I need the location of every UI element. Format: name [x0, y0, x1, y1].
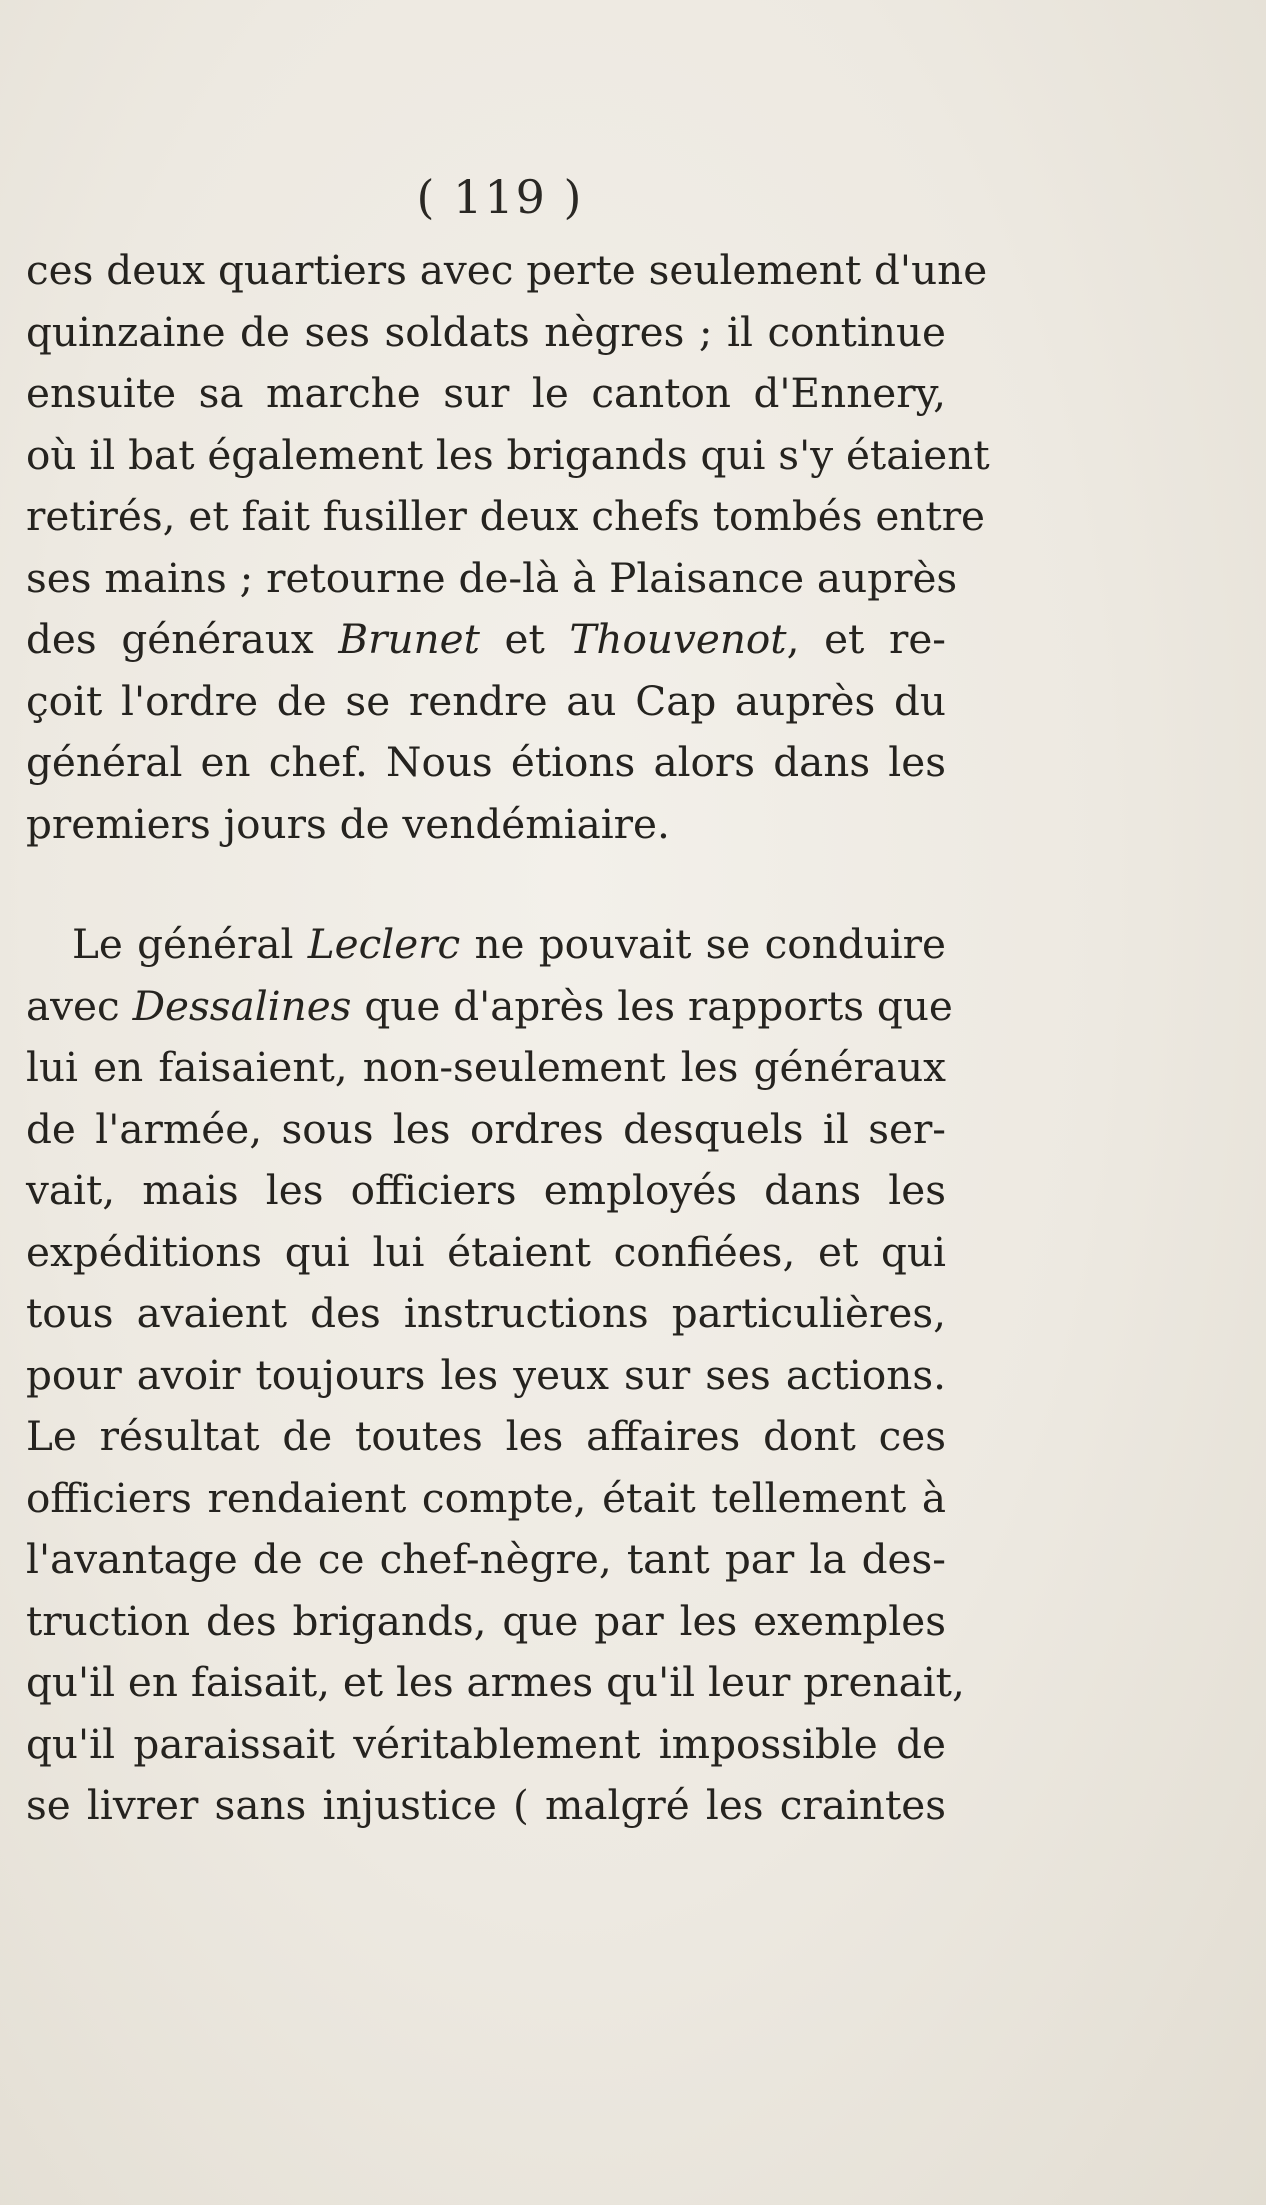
text-line: ses mains ; retourne de-là à Plaisance auprès: [26, 553, 958, 602]
text-line: qu'il en faisait, et les armes qu'il leur prenait,: [26, 1658, 965, 1706]
text-line: l'avantage de ce chef-nègre, tant par la des-: [26, 1535, 946, 1583]
italic-name: Leclerc: [307, 920, 461, 968]
text-segment: , et re-: [786, 615, 946, 663]
text-line: [26, 609, 946, 671]
text-line: [26, 914, 946, 976]
text-line: général en chef. Nous étions alors dans les: [26, 738, 946, 786]
text-line: truction des brigands, que par les exemples: [26, 1596, 946, 1645]
text-segment: ne pouvait se conduire: [460, 920, 947, 968]
text-line: tous avaient des instructions particulières,: [26, 1289, 946, 1337]
text-line: vait, mais les officiers employés dans les: [26, 1166, 946, 1214]
page-number: ( 119 ): [416, 170, 584, 224]
text-line: pour avoir toujours les yeux sur ses actions.: [26, 1350, 946, 1399]
text-segment: que d'après les rapports que: [351, 981, 953, 1030]
text-line: expéditions qui lui étaient confiées, et qui: [26, 1227, 946, 1276]
text-line: çoit l'ordre de se rendre au Cap auprès du: [26, 676, 946, 725]
text-line: Le résultat de toutes les affaires dont ces: [26, 1412, 946, 1460]
italic-name: Brunet: [338, 615, 480, 663]
text-line: où il bat également les brigands qui s'y étaient: [26, 430, 990, 479]
paragraph-gap: [26, 855, 946, 914]
text-line: qu'il paraissait véritablement impossible de: [26, 1719, 946, 1768]
text-line: ces deux quartiers avec perte seulement d'une: [26, 246, 988, 294]
text-segment: avec: [26, 981, 133, 1030]
text-line: ensuite sa marche sur le canton d'Ennery,: [26, 369, 946, 417]
text-segment: et: [479, 615, 570, 663]
text-line: retirés, et fait fusiller deux chefs tombés entre: [26, 492, 986, 540]
text-line: quinzaine de ses soldats nègres ; il continue: [26, 307, 946, 356]
text-line: de l'armée, sous les ordres desquels il ser-: [26, 1104, 946, 1153]
text-line: lui en faisaient, non-seulement les généraux: [26, 1043, 946, 1091]
italic-name: Thouvenot: [569, 615, 787, 663]
text-line: [26, 976, 953, 1038]
text-segment: des généraux: [26, 615, 339, 663]
text-line: se livrer sans injustice ( malgré les craintes: [26, 1781, 946, 1829]
italic-name: Dessalines: [132, 981, 352, 1030]
text-segment: Le général: [72, 920, 308, 968]
text-line: premiers jours de vendémiaire.: [26, 799, 670, 848]
text-line: officiers rendaient compte, était tellement à: [26, 1473, 946, 1522]
body-text: [26, 240, 990, 1837]
